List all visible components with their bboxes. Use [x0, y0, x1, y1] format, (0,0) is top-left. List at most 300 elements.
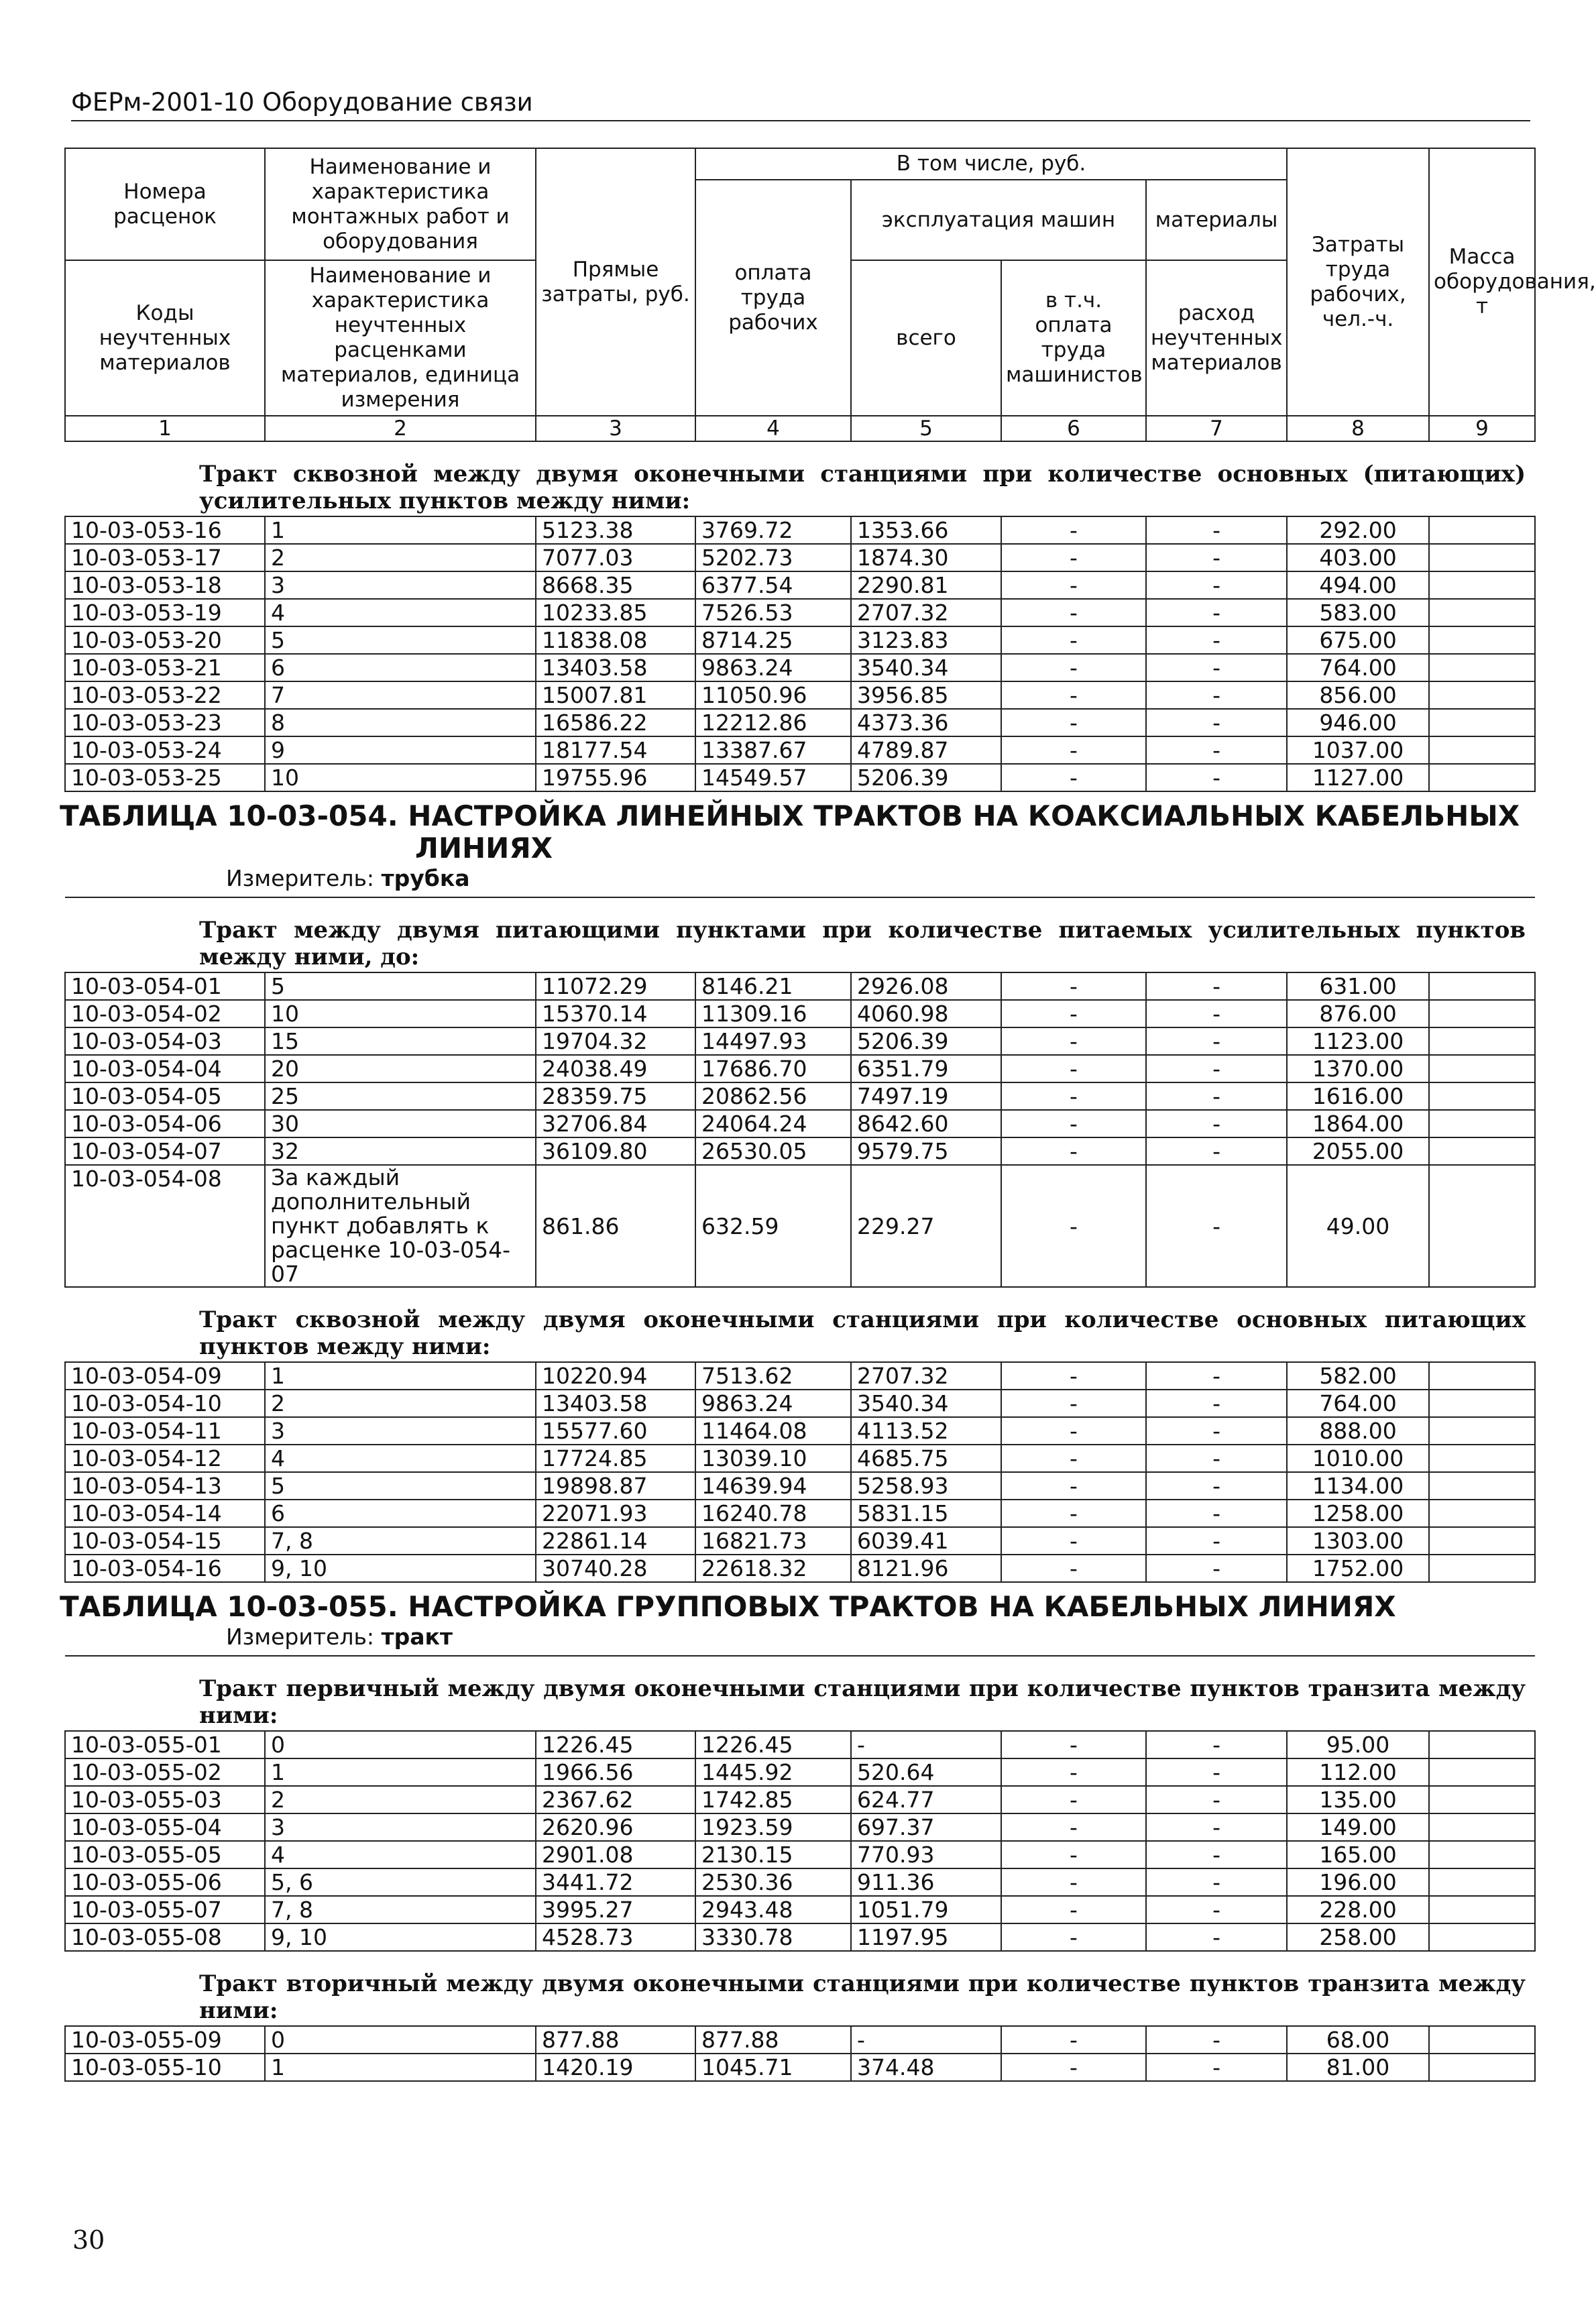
- direct-costs-cell: 17724.85: [536, 1445, 695, 1472]
- table-row: [65, 1000, 1535, 1027]
- mass-cell: [1429, 1813, 1535, 1841]
- table-row: [65, 1527, 1535, 1555]
- machine-wages-cell: -: [1001, 544, 1146, 571]
- table-054-title: [60, 792, 1535, 864]
- rates-table: [60, 148, 1596, 2082]
- table-row: [65, 1786, 1535, 1813]
- wages-cell: 5202.73: [695, 544, 851, 571]
- table-055-meter: [65, 1623, 1535, 1655]
- direct-costs-cell: 36109.80: [536, 1137, 695, 1165]
- mass-cell: [1429, 1841, 1535, 1868]
- labor-cell: 1134.00: [1287, 1472, 1429, 1500]
- rate-code-cell: 10-03-054-03: [65, 1027, 265, 1055]
- rate-code-cell: 10-03-055-09: [65, 2026, 265, 2054]
- mass-cell: [1429, 736, 1535, 764]
- rate-code-cell: 10-03-055-06: [65, 1868, 265, 1896]
- wages-cell: 11309.16: [695, 1000, 851, 1027]
- table-row: [65, 2026, 1535, 2054]
- table-row: [65, 1923, 1535, 1951]
- machines-cell: 697.37: [851, 1813, 1001, 1841]
- mass-cell: [1429, 1417, 1535, 1445]
- mass-cell: [1429, 1110, 1535, 1137]
- work-name-cell: 3: [265, 1813, 536, 1841]
- column-number: 3: [536, 416, 695, 441]
- table-row: [65, 972, 1535, 1000]
- machine-wages-cell: -: [1001, 599, 1146, 626]
- table-row: [65, 1055, 1535, 1082]
- rate-code-cell: 10-03-054-06: [65, 1110, 265, 1137]
- machine-wages-cell: -: [1001, 1527, 1146, 1555]
- labor-cell: 165.00: [1287, 1841, 1429, 1868]
- machine-wages-cell: -: [1001, 1731, 1146, 1758]
- mass-cell: [1429, 1082, 1535, 1110]
- rate-code-cell: 10-03-054-12: [65, 1445, 265, 1472]
- table-row: [65, 626, 1535, 654]
- table-row: [65, 709, 1535, 736]
- labor-cell: 888.00: [1287, 1417, 1429, 1445]
- work-name-cell: 15: [265, 1027, 536, 1055]
- col-labor: Затраты труда рабочих, чел.-ч.: [1287, 148, 1429, 416]
- machines-cell: 5206.39: [851, 764, 1001, 791]
- table-row: [65, 2054, 1535, 2081]
- machine-wages-cell: -: [1001, 2054, 1146, 2081]
- machines-cell: 911.36: [851, 1868, 1001, 1896]
- direct-costs-cell: 22861.14: [536, 1527, 695, 1555]
- wages-cell: 2130.15: [695, 1841, 851, 1868]
- mass-cell: [1429, 1758, 1535, 1786]
- rate-code-cell: 10-03-054-02: [65, 1000, 265, 1027]
- labor-cell: 675.00: [1287, 626, 1429, 654]
- wages-cell: 16821.73: [695, 1527, 851, 1555]
- table-row: [65, 1390, 1535, 1417]
- work-name-cell: 3: [265, 1417, 536, 1445]
- work-name-cell: 2: [265, 544, 536, 571]
- section-heading-055b: Тракт вторичный между двумя оконечными станциями при количестве пунктов транзита между ними:: [65, 1951, 1535, 2026]
- machine-wages-cell: -: [1001, 1055, 1146, 1082]
- direct-costs-cell: 19704.32: [536, 1027, 695, 1055]
- machines-cell: 7497.19: [851, 1082, 1001, 1110]
- mass-cell: [1429, 1027, 1535, 1055]
- table-row: [65, 1417, 1535, 1445]
- materials-cell: -: [1146, 764, 1287, 791]
- mass-cell: [1429, 1055, 1535, 1082]
- col-including: В том числе, руб.: [695, 148, 1287, 180]
- work-name-cell: 2: [265, 1786, 536, 1813]
- rates-sheet: [60, 148, 1596, 2082]
- work-name-cell: 20: [265, 1055, 536, 1082]
- machine-wages-cell: -: [1001, 1082, 1146, 1110]
- rate-code-cell: 10-03-055-03: [65, 1786, 265, 1813]
- rate-code-cell: 10-03-053-22: [65, 681, 265, 709]
- col-work-name: Наименование и характеристика монтажных работ и оборудования: [265, 148, 536, 260]
- materials-cell: -: [1146, 1527, 1287, 1555]
- machine-wages-cell: -: [1001, 1390, 1146, 1417]
- machines-cell: 1051.79: [851, 1896, 1001, 1923]
- mass-cell: [1429, 571, 1535, 599]
- page-number: 30: [72, 2225, 105, 2255]
- table-row: [65, 681, 1535, 709]
- section-heading-053: Тракт сквозной между двумя оконечными станциями при количестве основных (питающих) усилительных пунктов между ними:: [65, 441, 1535, 516]
- meter-value: тракт: [381, 1624, 453, 1650]
- work-name-cell: 5: [265, 626, 536, 654]
- materials-cell: -: [1146, 1445, 1287, 1472]
- work-name-cell: 2: [265, 1390, 536, 1417]
- direct-costs-cell: 18177.54: [536, 736, 695, 764]
- column-number: 2: [265, 416, 536, 441]
- machine-wages-cell: -: [1001, 736, 1146, 764]
- work-name-cell: 3: [265, 571, 536, 599]
- work-name-cell: 8: [265, 709, 536, 736]
- machines-cell: 5831.15: [851, 1500, 1001, 1527]
- mass-cell: [1429, 516, 1535, 544]
- machines-cell: 2707.32: [851, 599, 1001, 626]
- direct-costs-cell: 32706.84: [536, 1110, 695, 1137]
- materials-cell: -: [1146, 1841, 1287, 1868]
- meter-value: трубка: [381, 865, 470, 891]
- direct-costs-cell: 19898.87: [536, 1472, 695, 1500]
- work-name-cell: 5: [265, 972, 536, 1000]
- machine-wages-cell: -: [1001, 1137, 1146, 1165]
- labor-cell: 292.00: [1287, 516, 1429, 544]
- rate-code-cell: 10-03-054-04: [65, 1055, 265, 1082]
- direct-costs-cell: 11072.29: [536, 972, 695, 1000]
- rate-code-cell: 10-03-054-16: [65, 1555, 265, 1582]
- work-name-cell: 25: [265, 1082, 536, 1110]
- machines-cell: 374.48: [851, 2054, 1001, 2081]
- labor-cell: 1864.00: [1287, 1110, 1429, 1137]
- wages-cell: 11050.96: [695, 681, 851, 709]
- wages-cell: 1226.45: [695, 1731, 851, 1758]
- materials-cell: -: [1146, 544, 1287, 571]
- machine-wages-cell: -: [1001, 1500, 1146, 1527]
- column-number: 6: [1001, 416, 1146, 441]
- mass-cell: [1429, 1786, 1535, 1813]
- direct-costs-cell: 16586.22: [536, 709, 695, 736]
- machine-wages-cell: -: [1001, 1786, 1146, 1813]
- table-row: [65, 1082, 1535, 1110]
- machines-cell: 1353.66: [851, 516, 1001, 544]
- table-row: [65, 764, 1535, 791]
- rate-code-cell: 10-03-055-05: [65, 1841, 265, 1868]
- machine-wages-cell: -: [1001, 1841, 1146, 1868]
- materials-cell: -: [1146, 1896, 1287, 1923]
- col-materials: материалы: [1146, 180, 1287, 260]
- direct-costs-cell: 24038.49: [536, 1055, 695, 1082]
- materials-cell: -: [1146, 1000, 1287, 1027]
- direct-costs-cell: 5123.38: [536, 516, 695, 544]
- wages-cell: 22618.32: [695, 1555, 851, 1582]
- col-machines-total: всего: [851, 260, 1001, 416]
- labor-cell: 856.00: [1287, 681, 1429, 709]
- work-name-cell: 4: [265, 1445, 536, 1472]
- materials-cell: -: [1146, 1390, 1287, 1417]
- wages-cell: 8146.21: [695, 972, 851, 1000]
- work-name-cell: 6: [265, 654, 536, 681]
- rate-code-cell: 10-03-054-10: [65, 1390, 265, 1417]
- wages-cell: 9863.24: [695, 1390, 851, 1417]
- work-name-cell: 1: [265, 2054, 536, 2081]
- direct-costs-cell: 3441.72: [536, 1868, 695, 1896]
- labor-cell: 583.00: [1287, 599, 1429, 626]
- machine-wages-cell: -: [1001, 1896, 1146, 1923]
- materials-cell: -: [1146, 1110, 1287, 1137]
- direct-costs-cell: 15007.81: [536, 681, 695, 709]
- mass-cell: [1429, 1000, 1535, 1027]
- block-054b: [65, 1287, 1535, 1362]
- materials-cell: -: [1146, 571, 1287, 599]
- rate-code-cell: 10-03-053-19: [65, 599, 265, 626]
- materials-cell: -: [1146, 1813, 1287, 1841]
- materials-cell: -: [1146, 1786, 1287, 1813]
- machines-cell: 4060.98: [851, 1000, 1001, 1027]
- rate-code-cell: 10-03-053-17: [65, 544, 265, 571]
- materials-cell: -: [1146, 736, 1287, 764]
- direct-costs-cell: 2620.96: [536, 1813, 695, 1841]
- materials-cell: -: [1146, 1472, 1287, 1500]
- direct-costs-cell: 13403.58: [536, 654, 695, 681]
- work-name-cell: 1: [265, 1362, 536, 1390]
- labor-cell: 1037.00: [1287, 736, 1429, 764]
- wages-cell: 17686.70: [695, 1055, 851, 1082]
- direct-costs-cell: 10233.85: [536, 599, 695, 626]
- wages-cell: 13039.10: [695, 1445, 851, 1472]
- machine-wages-cell: -: [1001, 1472, 1146, 1500]
- machine-wages-cell: -: [1001, 1362, 1146, 1390]
- direct-costs-cell: 1966.56: [536, 1758, 695, 1786]
- machines-cell: 3540.34: [851, 1390, 1001, 1417]
- direct-costs-cell: 13403.58: [536, 1390, 695, 1417]
- rate-code-cell: 10-03-054-09: [65, 1362, 265, 1390]
- wages-cell: 1923.59: [695, 1813, 851, 1841]
- wages-cell: 7526.53: [695, 599, 851, 626]
- machine-wages-cell: -: [1001, 571, 1146, 599]
- rate-code-cell: 10-03-054-13: [65, 1472, 265, 1500]
- mass-cell: [1429, 2026, 1535, 2054]
- labor-cell: 95.00: [1287, 1731, 1429, 1758]
- machine-wages-cell: -: [1001, 1758, 1146, 1786]
- machines-cell: 624.77: [851, 1786, 1001, 1813]
- labor-cell: 1010.00: [1287, 1445, 1429, 1472]
- meter-label: Измеритель:: [226, 865, 375, 891]
- labor-cell: 81.00: [1287, 2054, 1429, 2081]
- wages-cell: 3769.72: [695, 516, 851, 544]
- mass-cell: [1429, 1527, 1535, 1555]
- table-row: [65, 1362, 1535, 1390]
- machines-cell: 8642.60: [851, 1110, 1001, 1137]
- labor-cell: 1303.00: [1287, 1527, 1429, 1555]
- table-row: [65, 544, 1535, 571]
- labor-cell: 112.00: [1287, 1758, 1429, 1786]
- labor-cell: 403.00: [1287, 544, 1429, 571]
- wages-cell: 11464.08: [695, 1417, 851, 1445]
- labor-cell: 1752.00: [1287, 1555, 1429, 1582]
- mass-cell: [1429, 2054, 1535, 2081]
- materials-cell: -: [1146, 1731, 1287, 1758]
- labor-cell: 135.00: [1287, 1786, 1429, 1813]
- machines-cell: 3123.83: [851, 626, 1001, 654]
- work-name-cell: 10: [265, 1000, 536, 1027]
- mass-cell: [1429, 681, 1535, 709]
- wages-cell: 632.59: [695, 1165, 851, 1287]
- work-name-cell: 4: [265, 1841, 536, 1868]
- materials-cell: -: [1146, 1758, 1287, 1786]
- rows-054a: [65, 972, 1535, 1287]
- rows-055a: [65, 1731, 1535, 1951]
- work-name-cell: 9, 10: [265, 1555, 536, 1582]
- direct-costs-cell: 1420.19: [536, 2054, 695, 2081]
- machine-wages-cell: -: [1001, 1000, 1146, 1027]
- materials-cell: -: [1146, 1500, 1287, 1527]
- wages-cell: 7513.62: [695, 1362, 851, 1390]
- rate-code-cell: 10-03-054-01: [65, 972, 265, 1000]
- machines-cell: 770.93: [851, 1841, 1001, 1868]
- rate-code-cell: 10-03-055-10: [65, 2054, 265, 2081]
- mass-cell: [1429, 972, 1535, 1000]
- table-row: [65, 654, 1535, 681]
- machine-wages-cell: -: [1001, 1555, 1146, 1582]
- mass-cell: [1429, 1165, 1535, 1287]
- table-row: [65, 1758, 1535, 1786]
- machine-wages-cell: -: [1001, 626, 1146, 654]
- col-direct-costs: Прямые затраты, руб.: [536, 148, 695, 416]
- meter-label: Измеритель:: [226, 1624, 375, 1650]
- rate-code-cell: 10-03-054-07: [65, 1137, 265, 1165]
- table-row: [65, 1445, 1535, 1472]
- direct-costs-cell: 15370.14: [536, 1000, 695, 1027]
- table-054-meter: [65, 864, 1535, 897]
- machine-wages-cell: -: [1001, 764, 1146, 791]
- materials-cell: -: [1146, 1055, 1287, 1082]
- machine-wages-cell: -: [1001, 2026, 1146, 2054]
- labor-cell: 1370.00: [1287, 1055, 1429, 1082]
- work-name-cell: 7, 8: [265, 1896, 536, 1923]
- machines-cell: 3540.34: [851, 654, 1001, 681]
- col-wages: оплата труда рабочих: [695, 180, 851, 416]
- machines-cell: 1874.30: [851, 544, 1001, 571]
- table-row: [65, 571, 1535, 599]
- table-row: [65, 1813, 1535, 1841]
- mass-cell: [1429, 1362, 1535, 1390]
- rate-code-cell: 10-03-053-20: [65, 626, 265, 654]
- labor-cell: 764.00: [1287, 654, 1429, 681]
- direct-costs-cell: 30740.28: [536, 1555, 695, 1582]
- labor-cell: 68.00: [1287, 2026, 1429, 2054]
- direct-costs-cell: 2901.08: [536, 1841, 695, 1868]
- work-name-cell: 32: [265, 1137, 536, 1165]
- work-name-cell: 0: [265, 2026, 536, 2054]
- block-055-title: [60, 1582, 1535, 1731]
- wages-cell: 13387.67: [695, 736, 851, 764]
- direct-costs-cell: 15577.60: [536, 1417, 695, 1445]
- labor-cell: 1616.00: [1287, 1082, 1429, 1110]
- direct-costs-cell: 19755.96: [536, 764, 695, 791]
- column-number: 7: [1146, 416, 1287, 441]
- machines-cell: 5258.93: [851, 1472, 1001, 1500]
- rate-code-cell: 10-03-053-23: [65, 709, 265, 736]
- table-row: [65, 1165, 1535, 1287]
- rate-code-cell: 10-03-055-02: [65, 1758, 265, 1786]
- mass-cell: [1429, 1445, 1535, 1472]
- column-number: 5: [851, 416, 1001, 441]
- column-number: 1: [65, 416, 265, 441]
- table-055-title: [60, 1583, 1535, 1623]
- labor-cell: 258.00: [1287, 1923, 1429, 1951]
- work-name-cell: 10: [265, 764, 536, 791]
- machines-cell: 8121.96: [851, 1555, 1001, 1582]
- wages-cell: 2943.48: [695, 1896, 851, 1923]
- table-row: [65, 1868, 1535, 1896]
- machines-cell: -: [851, 1731, 1001, 1758]
- table-row: [65, 1841, 1535, 1868]
- labor-cell: 764.00: [1287, 1390, 1429, 1417]
- block-054-title: [60, 791, 1535, 972]
- machines-cell: 1197.95: [851, 1923, 1001, 1951]
- rate-code-cell: 10-03-055-07: [65, 1896, 265, 1923]
- machines-cell: 2290.81: [851, 571, 1001, 599]
- labor-cell: 582.00: [1287, 1362, 1429, 1390]
- wages-cell: 24064.24: [695, 1110, 851, 1137]
- rate-code-cell: 10-03-054-05: [65, 1082, 265, 1110]
- rate-code-cell: 10-03-055-08: [65, 1923, 265, 1951]
- mass-cell: [1429, 1137, 1535, 1165]
- machines-cell: 2926.08: [851, 972, 1001, 1000]
- mass-cell: [1429, 1868, 1535, 1896]
- col-mass: Масса оборудования, т: [1429, 148, 1535, 416]
- machines-cell: 520.64: [851, 1758, 1001, 1786]
- mass-cell: [1429, 544, 1535, 571]
- table-row: [65, 599, 1535, 626]
- work-name-cell: 4: [265, 599, 536, 626]
- table-row: [65, 1027, 1535, 1055]
- mass-cell: [1429, 599, 1535, 626]
- rate-code-cell: 10-03-055-04: [65, 1813, 265, 1841]
- work-name-cell: 7, 8: [265, 1527, 536, 1555]
- wages-cell: 14497.93: [695, 1027, 851, 1055]
- col-machines: эксплуатация машин: [851, 180, 1146, 260]
- work-name-cell: 1: [265, 516, 536, 544]
- direct-costs-cell: 11838.08: [536, 626, 695, 654]
- rate-code-cell: 10-03-053-25: [65, 764, 265, 791]
- rate-code-cell: 10-03-055-01: [65, 1731, 265, 1758]
- machines-cell: 9579.75: [851, 1137, 1001, 1165]
- labor-cell: 149.00: [1287, 1813, 1429, 1841]
- table-055-title-line1: ТАБЛИЦА 10-03-055. НАСТРОЙКА ГРУППОВЫХ ТРАКТОВ НА КАБЕЛЬНЫХ ЛИНИЯХ: [60, 1590, 1396, 1623]
- wages-cell: 9863.24: [695, 654, 851, 681]
- mass-cell: [1429, 764, 1535, 791]
- col-materials-unaccounted: расход неучтенных материалов: [1146, 260, 1287, 416]
- rate-code-cell: 10-03-054-15: [65, 1527, 265, 1555]
- mass-cell: [1429, 1390, 1535, 1417]
- wages-cell: 20862.56: [695, 1082, 851, 1110]
- machine-wages-cell: -: [1001, 1027, 1146, 1055]
- materials-cell: -: [1146, 654, 1287, 681]
- table-header: [65, 148, 1596, 441]
- table-row: [65, 1555, 1535, 1582]
- work-name-cell: 9, 10: [265, 1923, 536, 1951]
- wages-cell: 16240.78: [695, 1500, 851, 1527]
- col-machines-wages: в т.ч. оплата труда машинистов: [1001, 260, 1146, 416]
- labor-cell: 1258.00: [1287, 1500, 1429, 1527]
- direct-costs-cell: 877.88: [536, 2026, 695, 2054]
- materials-cell: -: [1146, 1868, 1287, 1896]
- direct-costs-cell: 7077.03: [536, 544, 695, 571]
- machine-wages-cell: -: [1001, 972, 1146, 1000]
- direct-costs-cell: 2367.62: [536, 1786, 695, 1813]
- table-054-title-line2: ЛИНИЯХ: [415, 832, 553, 864]
- mass-cell: [1429, 1731, 1535, 1758]
- direct-costs-cell: 1226.45: [536, 1731, 695, 1758]
- materials-cell: -: [1146, 1923, 1287, 1951]
